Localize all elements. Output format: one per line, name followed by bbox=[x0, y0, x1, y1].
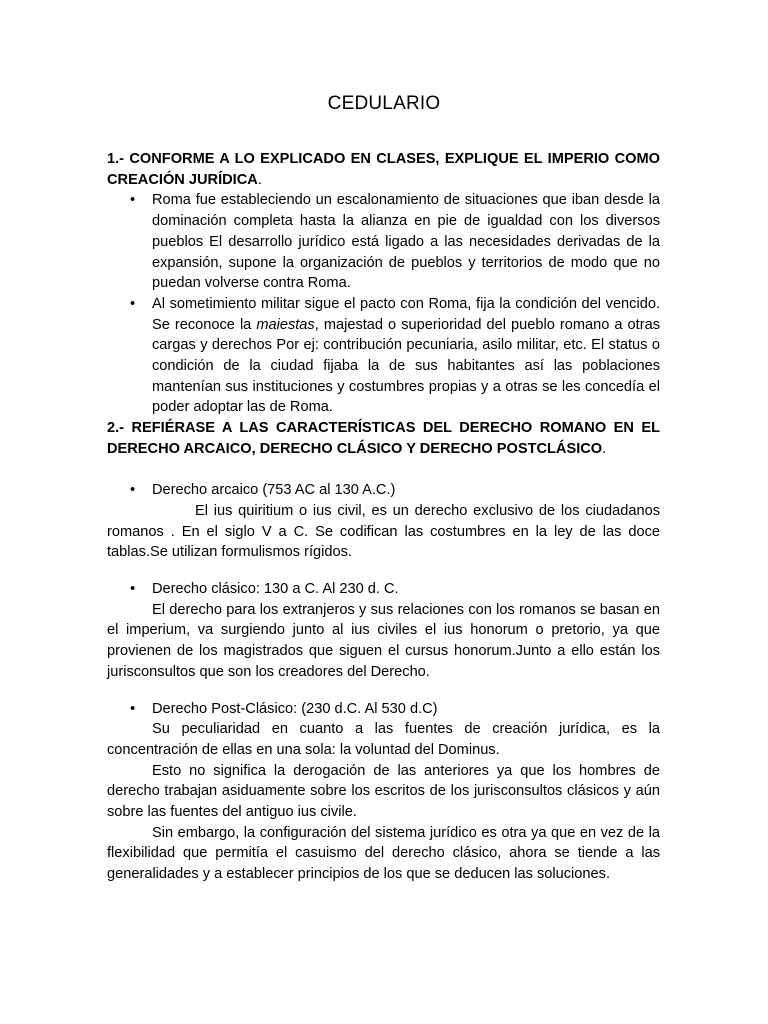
question-2-heading-end: . bbox=[602, 440, 607, 457]
question-1-heading-end: . bbox=[257, 171, 262, 188]
question-1-bullet-2-italic: maiestas bbox=[256, 316, 315, 333]
question-1-bullet-2-text-pre: Al sometimiento militar sigue el pacto con Roma, fija la condición del vencido. Se reconoce la bbox=[152, 295, 660, 333]
list-item bbox=[107, 190, 660, 294]
postclasico-paragraph-2: Esto no significa la derogación de las anteriores ya que los hombres de derecho trabajan asiduamente sobre los escritos de los jurisconsultos clásicos y aún sobre las fuentes del antiguo ius civile. bbox=[107, 762, 660, 821]
spacer bbox=[107, 563, 660, 579]
list-item bbox=[107, 699, 660, 720]
question-2-heading-text: 2.- REFIÉRASE A LAS CARACTERÍSTICAS DEL DERECHO ROMANO EN EL DERECHO ARCAICO, DERECHO CLÁSICO Y DERECHO POSTCLÁSICO bbox=[107, 420, 660, 457]
bullet-icon: • bbox=[130, 581, 136, 598]
bullet-icon: • bbox=[130, 192, 136, 209]
clasico-paragraph: El derecho para los extranjeros y sus relaciones con los romanos se basan en el imperium, va surgiendo junto al ius civiles el ius honorum o pretorio, ya que provienen de los magistrados que siguen el cursus honorum.Junto a ello están los jurisconsultos que son los creadores del Derecho. bbox=[107, 601, 660, 680]
arcaico-list bbox=[107, 480, 660, 501]
clasico-bullet-text: Derecho clásico: 130 a C. Al 230 d. C. bbox=[152, 581, 399, 598]
list-item bbox=[107, 294, 660, 418]
question-1-answer-list bbox=[107, 190, 660, 418]
spacer bbox=[107, 460, 660, 481]
postclasico-paragraph-3: Sin embargo, la configuración del sistema jurídico es otra ya que en vez de la flexibilidad que permitía el casuismo del derecho clásico, ahora se tiende a las generalidades y a establecer principios de los que se deducen las soluciones. bbox=[107, 824, 660, 883]
spacer bbox=[107, 683, 660, 699]
question-1-bullet-1-text: Roma fue estableciendo un escalonamiento de situaciones que iban desde la dominación completa hasta la alianza en pie de igualdad con los diversos pueblos El desarrollo jurídico está ligado a las necesidades derivadas de la expansión, supone la organización de pueblos y territorios de modo que no puedan volverse contra Roma. bbox=[152, 192, 660, 292]
arcaico-paragraph bbox=[107, 501, 660, 563]
document-body bbox=[107, 149, 660, 885]
bullet-icon: • bbox=[130, 295, 136, 312]
arcaico-bullet-text: Derecho arcaico (753 AC al 130 A.C.) bbox=[152, 482, 396, 499]
arcaico-paragraph-text: El ius quiritium o ius civil, es un derecho exclusivo de los ciudadanos romanos . En el siglo V a C. Se codifican las costumbres en la ley de las doce tablas.Se utilizan formulismos rígidos. bbox=[107, 502, 660, 561]
bullet-icon: • bbox=[130, 700, 136, 717]
postclasico-list bbox=[107, 699, 660, 720]
question-1-bullet-2-text-post: , majestad o superioridad del pueblo romano a otras cargas y derechos Por ej: contribución pecuniaria, asilo militar, etc. El status o condición de la ciudad fijaba la de sus habitantes así las poblaciones mantenían sus instituciones y costumbres propias y a otras se les concedía el poder adoptar las de Roma. bbox=[152, 316, 660, 416]
clasico-list bbox=[107, 579, 660, 600]
document-title: CEDULARIO bbox=[327, 93, 441, 114]
list-item bbox=[107, 480, 660, 501]
list-item bbox=[107, 579, 660, 600]
question-2-heading bbox=[107, 418, 660, 459]
question-1-heading bbox=[107, 149, 660, 190]
postclasico-bullet-text: Derecho Post-Clásico: (230 d.C. Al 530 d.C) bbox=[152, 700, 438, 717]
postclasico-paragraph-1: Su peculiaridad en cuanto a las fuentes de creación jurídica, es la concentración de ellas en una sola: la voluntad del Dominus. bbox=[107, 721, 660, 758]
bullet-icon: • bbox=[130, 482, 136, 499]
question-1-heading-text: 1.- CONFORME A LO EXPLICADO EN CLASES, EXPLIQUE EL IMPERIO COMO CREACIÓN JURÍDICA bbox=[107, 151, 660, 188]
